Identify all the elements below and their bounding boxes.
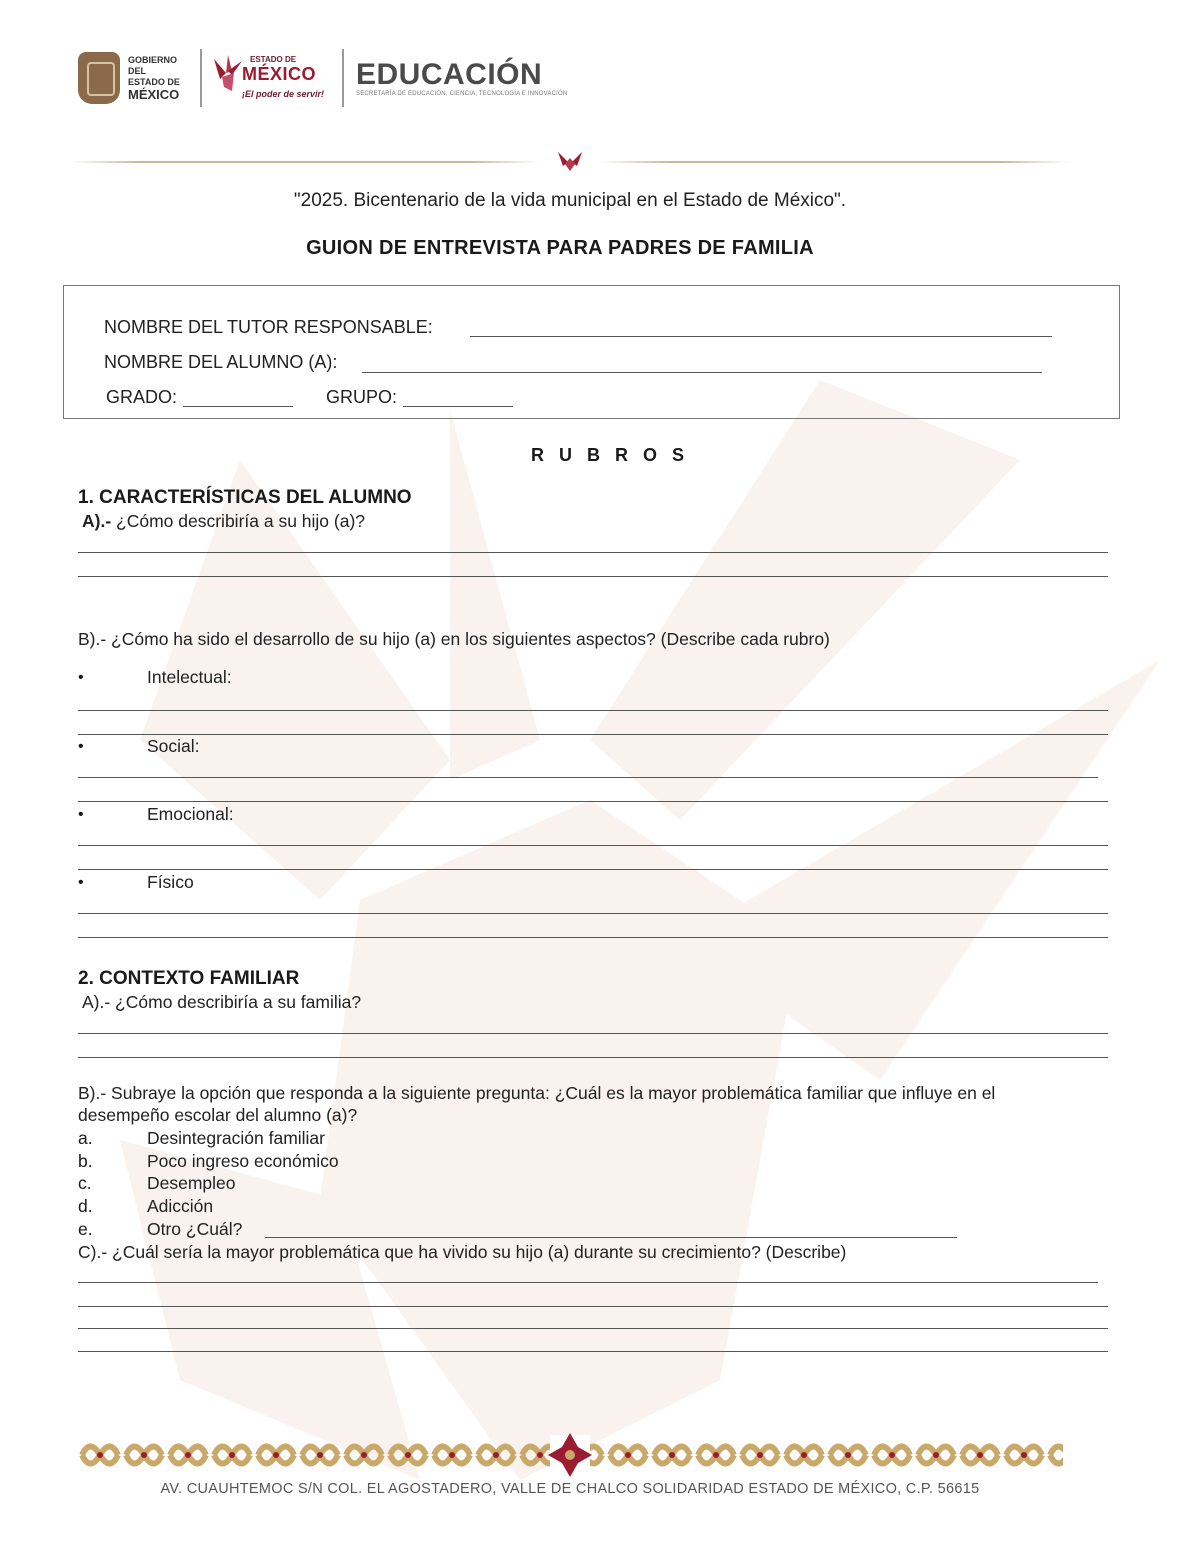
answer-line[interactable] bbox=[78, 845, 1108, 846]
answer-line[interactable] bbox=[78, 1033, 1108, 1034]
answer-line[interactable] bbox=[78, 1057, 1108, 1058]
answer-line[interactable] bbox=[78, 734, 1108, 735]
edomex-logo: ESTADO DE MÉXICO ¡El poder de servir! bbox=[212, 49, 332, 107]
option-c[interactable]: Desempleo bbox=[147, 1173, 236, 1193]
alumno-name-line[interactable] bbox=[362, 372, 1042, 373]
logo-divider bbox=[342, 49, 344, 107]
footer-address: AV. CUAUHTEMOC S/N COL. EL AGOSTADERO, VALLE DE CHALCO SOLIDARIDAD ESTADO DE MÉXICO, C.P. 56615 bbox=[160, 1481, 980, 1497]
option-d[interactable]: Adicción bbox=[147, 1196, 214, 1216]
logo-divider bbox=[200, 49, 202, 107]
alumno-label: NOMBRE DEL ALUMNO (A): bbox=[104, 352, 338, 372]
question-2b: B).- Subraye la opción que responda a la siguiente pregunta: ¿Cuál es la mayor problemática familiar que influye en el bbox=[78, 1083, 996, 1103]
page-title: GUION DE ENTREVISTA PARA PADRES DE FAMILIA bbox=[306, 237, 814, 259]
bird-emblem-icon bbox=[557, 150, 583, 172]
grupo-line[interactable] bbox=[403, 406, 513, 407]
government-label: GOBIERNO DEL ESTADO DE MÉXICO bbox=[128, 54, 180, 102]
option-letter: b. bbox=[78, 1151, 93, 1171]
bullet-icon: • bbox=[78, 874, 84, 891]
aspect-fisico: Físico bbox=[147, 872, 194, 892]
option-letter: d. bbox=[78, 1196, 93, 1216]
option-b[interactable]: Poco ingreso económico bbox=[147, 1151, 339, 1171]
section-2-title: 2. CONTEXTO FAMILIAR bbox=[78, 968, 300, 989]
answer-line[interactable] bbox=[78, 552, 1108, 553]
tutor-name-line[interactable] bbox=[470, 336, 1052, 337]
question-2b-cont: desempeño escolar del alumno (a)? bbox=[78, 1105, 358, 1125]
state-seal-icon bbox=[78, 52, 120, 104]
footer-ornament bbox=[78, 1430, 1063, 1480]
otro-line[interactable] bbox=[265, 1237, 957, 1238]
grupo-label: GRUPO: bbox=[326, 387, 398, 407]
answer-line[interactable] bbox=[78, 869, 1108, 870]
question-1a: A).- ¿Cómo describiría a su hijo (a)? bbox=[82, 511, 366, 531]
header-rule-left bbox=[70, 161, 540, 163]
aspect-social: Social: bbox=[147, 736, 200, 756]
header-rule-right bbox=[600, 161, 1070, 163]
education-logo: EDUCACIÓN SECRETARÍA DE EDUCACIÓN, CIENCIA, TECNOLOGÍA E INNOVACIÓN bbox=[356, 58, 568, 97]
section-1-title: 1. CARACTERÍSTICAS DEL ALUMNO bbox=[78, 487, 412, 508]
bullet-icon: • bbox=[78, 806, 84, 823]
option-letter: a. bbox=[78, 1128, 93, 1148]
answer-line[interactable] bbox=[78, 913, 1108, 914]
tutor-label: NOMBRE DEL TUTOR RESPONSABLE: bbox=[104, 317, 433, 337]
option-letter: e. bbox=[78, 1219, 93, 1239]
bullet-icon: • bbox=[78, 738, 84, 755]
header-logos bbox=[78, 48, 567, 108]
aspect-intelectual: Intelectual: bbox=[147, 667, 232, 687]
answer-line[interactable] bbox=[78, 777, 1098, 778]
answer-line[interactable] bbox=[78, 1328, 1108, 1329]
option-letter: c. bbox=[78, 1173, 92, 1193]
question-1b: B).- ¿Cómo ha sido el desarrollo de su hijo (a) en los siguientes aspectos? (Describe cada rubro) bbox=[78, 629, 830, 649]
option-a[interactable]: Desintegración familiar bbox=[147, 1128, 325, 1148]
edomex-bird-icon bbox=[212, 55, 246, 95]
option-e[interactable]: Otro ¿Cuál? bbox=[147, 1219, 243, 1239]
grado-line[interactable] bbox=[183, 406, 293, 407]
answer-line[interactable] bbox=[78, 801, 1108, 802]
answer-line[interactable] bbox=[78, 1282, 1098, 1283]
motto: "2025. Bicentenario de la vida municipal en el Estado de México". bbox=[293, 190, 847, 211]
question-2c: C).- ¿Cuál sería la mayor problemática que ha vivido su hijo (a) durante su crecimiento? (Describe) bbox=[78, 1242, 847, 1262]
answer-line[interactable] bbox=[78, 1306, 1108, 1307]
watermark-bird-logo bbox=[120, 380, 1180, 1500]
question-2a: A).- ¿Cómo describiría a su familia? bbox=[82, 992, 362, 1012]
rubros-heading: R U B R O S bbox=[530, 445, 689, 465]
aspect-emocional: Emocional: bbox=[147, 804, 234, 824]
answer-line[interactable] bbox=[78, 710, 1108, 711]
answer-line[interactable] bbox=[78, 937, 1108, 938]
answer-line[interactable] bbox=[78, 576, 1108, 577]
bullet-icon: • bbox=[78, 669, 84, 686]
answer-line[interactable] bbox=[78, 1351, 1108, 1352]
grado-label: GRADO: bbox=[106, 387, 178, 407]
